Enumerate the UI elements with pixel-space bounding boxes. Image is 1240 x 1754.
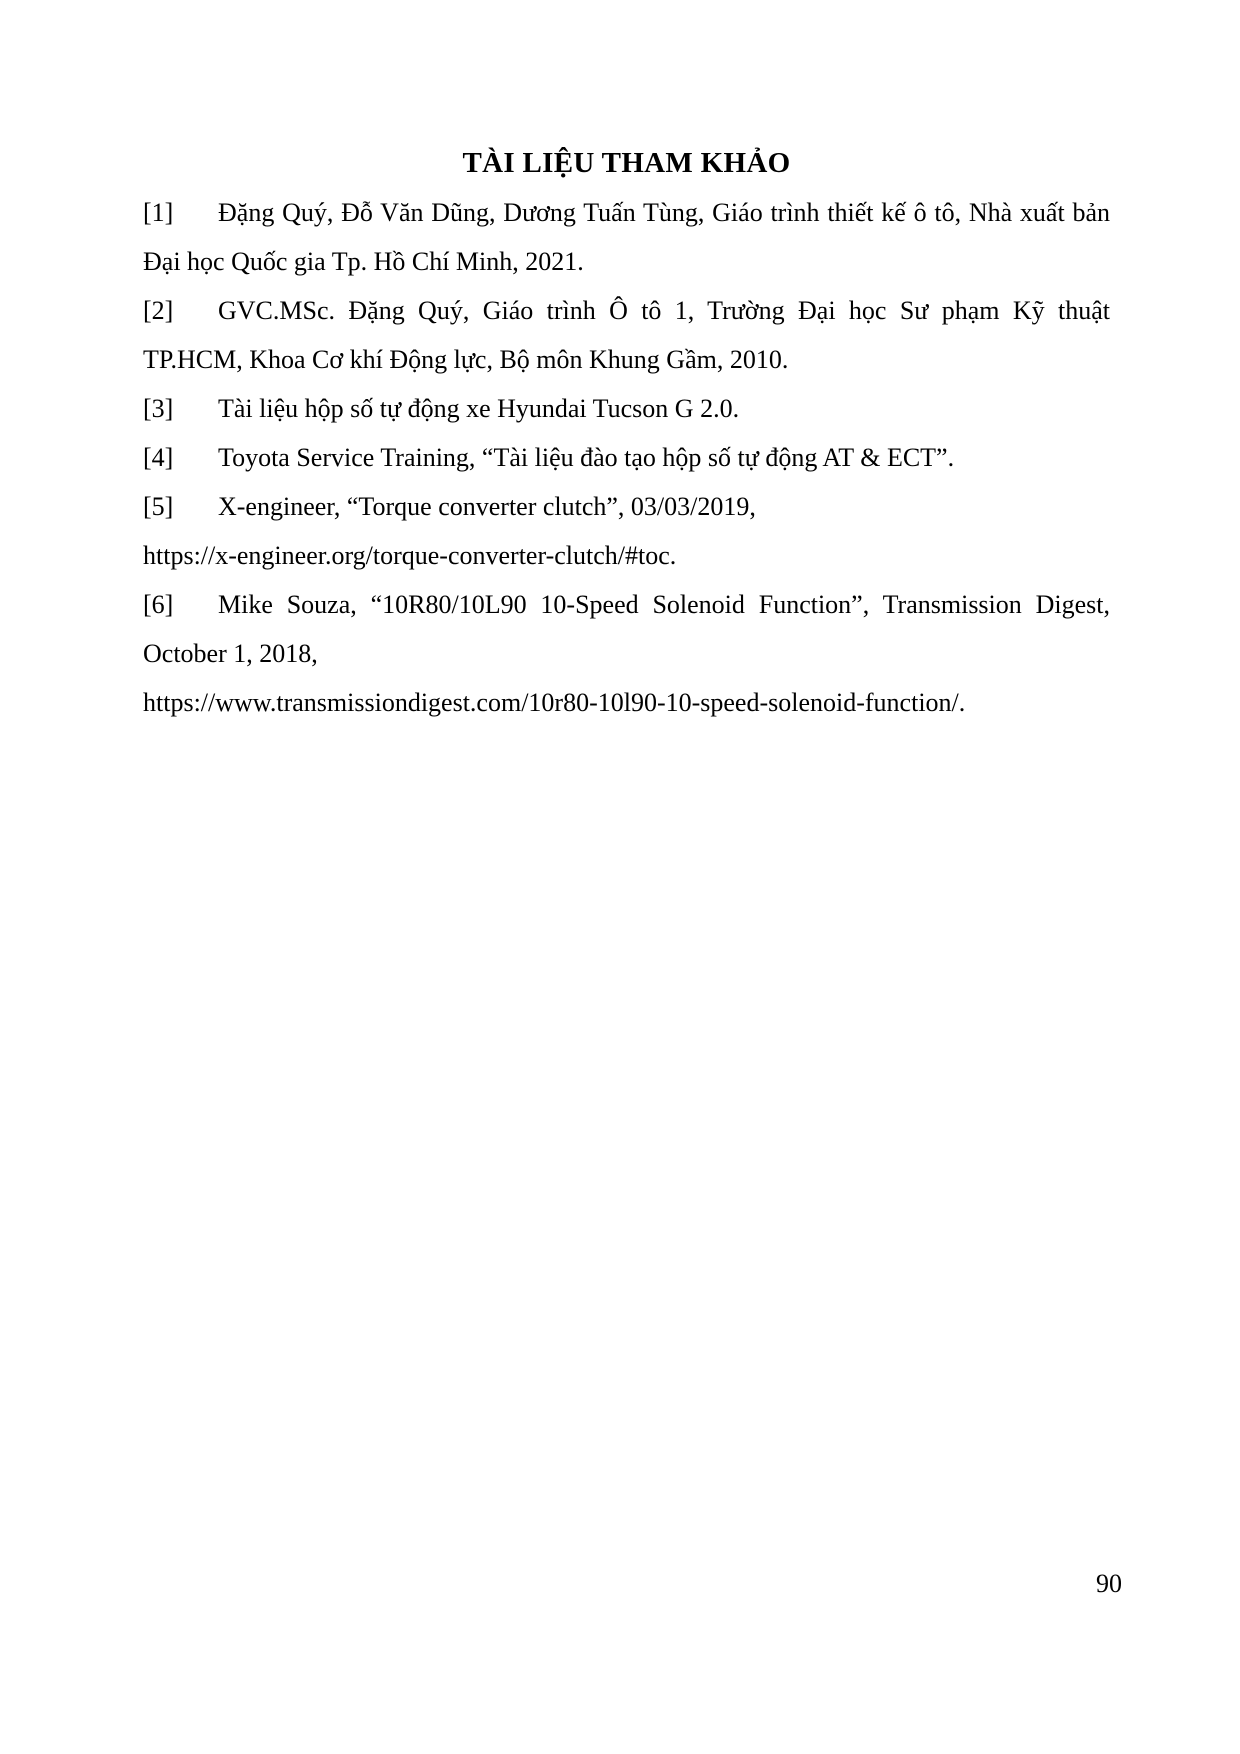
reference-item-6 — [143, 580, 1110, 727]
reference-item-5 — [143, 482, 1110, 580]
reference-item-3 — [143, 384, 1110, 433]
reference-text: TP.HCM, Khoa Cơ khí Động lực, Bộ môn Khung Gầm, 2010. — [143, 345, 789, 374]
reference-line — [143, 237, 1110, 286]
reference-item-2 — [143, 286, 1110, 384]
reference-item-1 — [143, 188, 1110, 286]
reference-number: [2] — [143, 296, 174, 325]
reference-text: Tài liệu hộp số tự động xe Hyundai Tucson G 2.0. — [218, 394, 740, 423]
reference-line — [143, 482, 1110, 531]
reference-line — [143, 335, 1110, 384]
reference-number: [1] — [143, 198, 174, 227]
reference-item-4 — [143, 433, 1110, 482]
reference-text: X-engineer, “Torque converter clutch”, 03/03/2019, — [218, 492, 756, 521]
reference-text: Đại học Quốc gia Tp. Hồ Chí Minh, 2021. — [143, 247, 584, 276]
reference-line — [143, 678, 1110, 727]
reference-line — [143, 629, 1110, 678]
reference-number: [6] — [143, 590, 174, 619]
reference-line — [143, 188, 1110, 237]
reference-text: Mike Souza, “10R80/10L90 10-Speed Solenoid Function”, Transmission Digest, — [218, 590, 1110, 619]
references-title: TÀI LIỆU THAM KHẢO — [462, 147, 791, 179]
reference-line — [143, 580, 1110, 629]
page-number: 90 — [1096, 1569, 1122, 1598]
reference-url: https://www.transmissiondigest.com/10r80-10l90-10-speed-solenoid-function/. — [143, 688, 966, 717]
reference-line — [143, 384, 1110, 433]
reference-line — [143, 433, 1110, 482]
reference-text: GVC.MSc. Đặng Quý, Giáo trình Ô tô 1, Trường Đại học Sư phạm Kỹ thuật — [218, 296, 1110, 325]
reference-url: https://x-engineer.org/torque-converter-clutch/#toc. — [143, 541, 677, 570]
document-page — [143, 139, 1110, 727]
reference-number: [3] — [143, 394, 174, 423]
reference-number: [4] — [143, 443, 174, 472]
reference-line — [143, 531, 1110, 580]
reference-text: Toyota Service Training, “Tài liệu đào tạo hộp số tự động AT & ECT”. — [218, 443, 955, 472]
reference-line — [143, 286, 1110, 335]
reference-text: Đặng Quý, Đỗ Văn Dũng, Dương Tuấn Tùng, Giáo trình thiết kế ô tô, Nhà xuất bản — [218, 198, 1110, 227]
reference-number: [5] — [143, 492, 174, 521]
reference-text: October 1, 2018, — [143, 639, 318, 668]
